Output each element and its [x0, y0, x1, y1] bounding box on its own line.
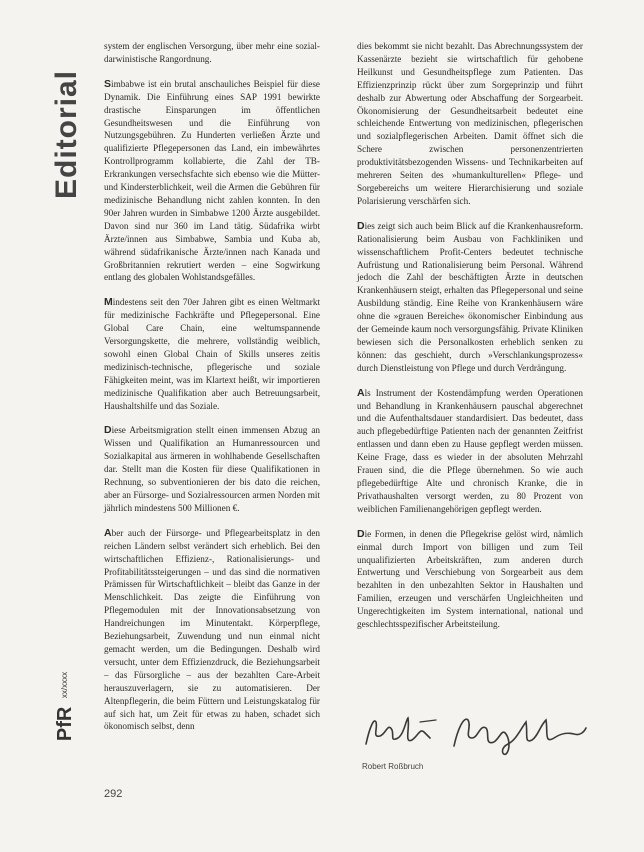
initial-letter: S	[104, 77, 112, 90]
initial-letter: A	[357, 386, 365, 399]
initial-letter: D	[357, 527, 365, 540]
paragraph: Dies zeigt sich auch beim Blick auf die Krankenhausreform. Rationalisierung beim Ausbau von Fachkliniken und wissenschaftlichem Profit-Centers bedeutet technische Aufrüstung und Rationalisierung beim Personal. Während jedoch die Zahl der beschäftigten Ärzte in deutschen Krankenhäusern steigt, erhalten das Pflegepersonal und seine Ausbildung ständig. Eine Reihe von Krankenhäusern wäre ohne die »grauen Bereiche« ökonomischer Einbindung aus der Gemeinde kaum noch versorgungsfähig. Private Kliniken bewiesen sich die Personalkosten erheblich senken zu können: das geschieht, durch »Verschlankungsprozess« durch Dienstleistung von Pflege und durch Verdrängung.	[357, 219, 583, 373]
right-column	[357, 40, 583, 643]
paragraph: Diese Arbeitsmigration stellt einen immensen Abzug an Wissen und Qualifikation an Humanressourcen und Sozialkapital aus ärmeren in wohlhabende Gesellschaften dar. Stellt man die Kosten für diese Qualifikationen in Rechnung, so subventionieren der bis dato die reichen, aber an Fürsorge- und Sozialressourcen armen Norden mit jährlich mindestens 500 Millionen €.	[104, 424, 320, 513]
initial-letter: A	[104, 526, 112, 539]
paragraph: Als Instrument der Kostendämpfung werden Operationen und Behandlung in Krankenhäusern pauschal abgerechnet und die Aufenthaltsdauer standardisiert. Das bedeutet, dass auch pflegebedürftige Patienten nach der genannten Zeitfrist entlassen und dann eben zu Hause gepflegt werden müssen. Keine Frage, dass es wieder in der absoluten Mehrzahl Frauen sind, die die Pflege übernehmen. So wie auch pflegebedürftige Alte und chronisch Kranke, die in Privathaushalten versorgt werden, zu 80 Prozent von weiblichen Familienangehörigen gepflegt werden.	[357, 386, 583, 514]
paragraph: Aber auch der Fürsorge- und Pflegearbeitsplatz in den reichen Ländern selbst verändert sich erheblich. Bei den wirtschaftlichen Effizienz-, Rationalisierungs- und Profitabilitätssteigerungen – und das sind die normativen Prämissen für Wirtschaftlichkeit – bleibt das Ganze in der Menschlichkeit. Das zeigte die Einführung von Pflegemodulen mit der Innovationsabsetzung von Handreichungen im Minutentakt. Körperpflege, Beziehungsarbeit, Zuwendung und nun einmal nicht gemacht werden, um die Bedingungen. Deshalb wird versucht, unter dem Effizienzdruck, die Beziehungsarbeit – das Fürsorgliche – aus der bezahlten Care-Arbeit herauszuverlagern, sie zu automatisieren. Der Altenpflegerin, die beim Füttern und Leistungskatalog für auf sich hat, um Zeit für etwas zu haben, schadet sich ökonomisch selbst, denn	[104, 526, 320, 732]
page-number: 292	[104, 788, 123, 800]
journal-brand: PfR	[54, 706, 76, 742]
handwritten-signature	[360, 708, 590, 758]
author-name: Robert Roßbruch	[362, 762, 424, 771]
initial-letter: M	[104, 296, 113, 309]
paragraph: system der englischen Versorgung, über mehr eine sozial-darwinistische Rangordnung.	[104, 41, 320, 64]
paragraph: Simbabwe ist ein brutal anschauliches Beispiel für diese Dynamik. Die Einführung eines SAP 1991 bewirkte drastische Einsparungen im öffentlichen Gesundheitswesen und die Einführung von Nutzungsgebühren. Zu Hunderten verließen Ärzte und qualifizierte Pflegepersonen das Land, ein imbewährtes Kontrollprogramm kollabierte, die Zahl der TB-Erkrankungen versechsfachte sich ebenso wie die Mütter- und Kindersterblichkeit, weil die Armen die Gebühren für medizinische Behandlung nicht zahlen konnten. In den 90er Jahren wurden in Simbabwe 1200 Ärzte ausgebildet. Davon sind nur 360 im Land tätig. Südafrika wirbt Ärzte/innen aus Simbabwe, Sambia und Kuba ab, während südafrikanische Ärzte/innen nach Kanada und Großbritannien rekrutiert werden – eine Sogwirkung entlang des globalen Wohlstandsgefälles.	[104, 77, 320, 283]
journal-logo	[54, 672, 77, 741]
journal-issue: xx/xxxx	[60, 672, 69, 699]
initial-letter: D	[357, 219, 365, 232]
side-rail	[44, 30, 90, 830]
paragraph: dies bekommt sie nicht bezahlt. Das Abrechnungssystem der Kassenärzte bezieht sie wirtschaftlich für gehobene Heilkunst und Gesundheitspflege zum Patienten. Das Effizienzprinzip rückt über zum Sorgeprinzip und führt deshalb zur Abwertung oder Abschaffung der Sorgearbeit. Ökonomisierung der Gesundheitsarbeit bedeutet eine schleichende Entwertung von medizinischen, pflegerischen und sozialpflegerischen Arbeiten. Damit öffnet sich die Schere zwischen personenzentrierten produktivitätsbezogenden Wissens- und Technikarbeiten auf mehreren Seiten des »humankulturellen« Pflege- und Sorgebereichs um weitere Hierarchisierung und soziale Polarisierung verschärfen sich.	[357, 41, 583, 206]
signature-scribble	[360, 708, 590, 758]
paragraph: Mindestens seit den 70er Jahren gibt es einen Weltmarkt für medizinische Fachkräfte und Pflegepersonal. Eine Global Care Chain, eine weltumspannende Versorgungskette, die mehrere, vollständig weiblich, sowohl einen Global Chain of Skills unseres zeitis medizinisch-technische, pflegerische und soziale Fähigkeiten meint, was im Klartext heißt, wir importieren medizinische Qualifikation aber auch Betreuungsarbeit, Haushaltshilfe und das Soziale.	[104, 296, 320, 411]
left-column	[104, 40, 320, 745]
paragraph: Die Formen, in denen die Pflegekrise gelöst wird, nämlich einmal durch Import von billigen und zum Teil unqualifizierten Arbeitskräften, zum anderen durch Entwertung und Verschiebung von Sorgearbeit aus dem bezahlten in den unbezahlten Sektor in Haushalten und Familien, erzeugen und verschärfen Ungleichheiten und Ungerechtigkeiten im System international, national und geschlechtsspezifischer Arbeitsteilung.	[357, 527, 583, 630]
initial-letter: D	[104, 424, 112, 437]
section-label: Editorial	[50, 70, 83, 200]
